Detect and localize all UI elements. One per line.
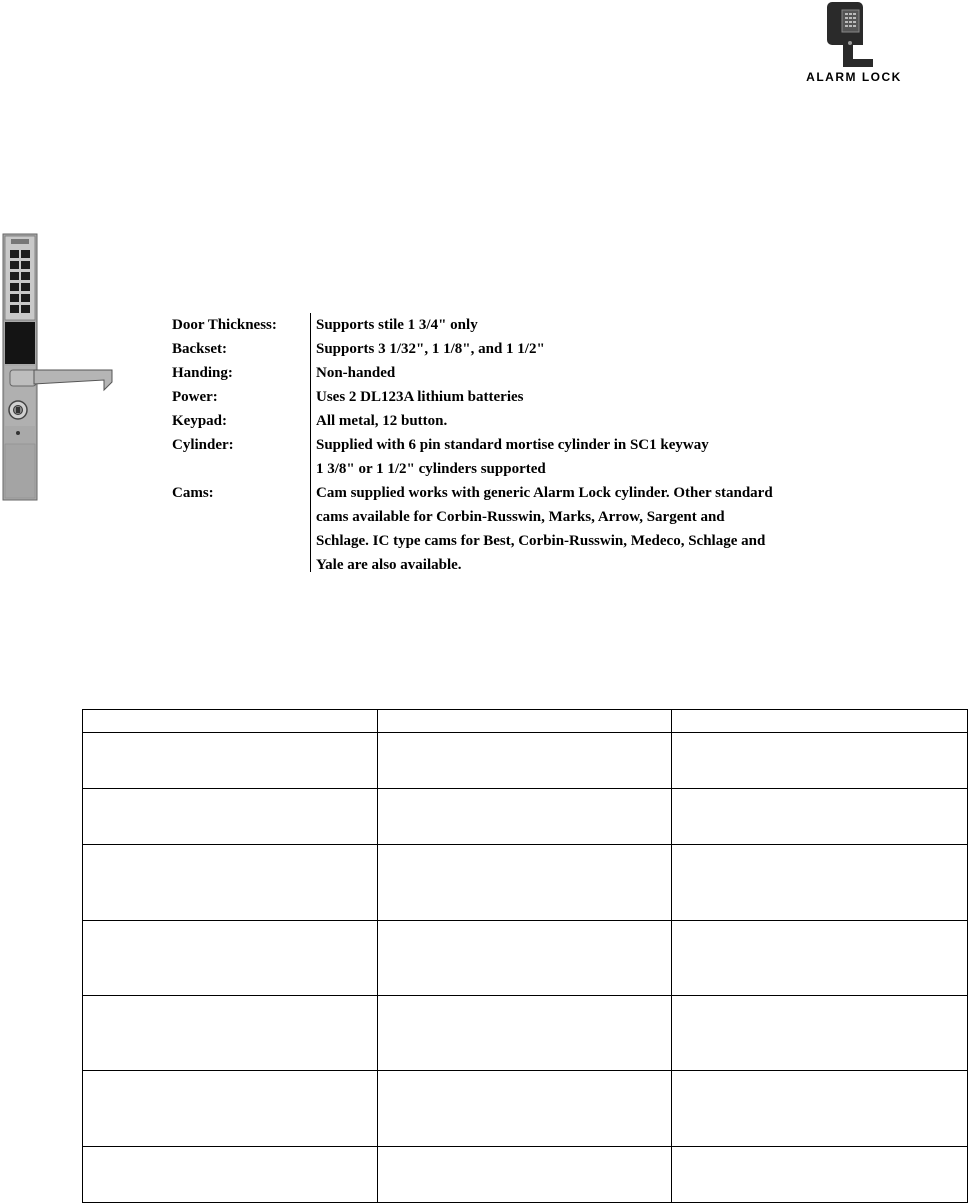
table-cell [672,710,968,733]
spec-value [310,313,916,337]
spec-row-cams [172,481,916,577]
table-row [83,845,968,921]
spec-row-power [172,385,916,409]
alarm-lock-logo-icon [788,0,920,70]
spec-value [310,481,916,577]
table-cell [83,1071,378,1147]
spec-value-line: Schlage. IC type cams for Best, Corbin-Russwin, Medeco, Schlage and [316,533,766,549]
spec-value-line: cams available for Corbin-Russwin, Marks, Arrow, Sargent and [316,509,725,525]
brand-logo-text: ALARM LOCK [806,70,902,84]
spec-row-door-thickness [172,313,916,337]
table-cell [377,996,672,1071]
table-cell [83,710,378,733]
table-row [83,1147,968,1203]
spec-value [310,433,916,481]
spec-label: Keypad: [172,413,228,429]
spec-value-line: Uses 2 DL123A lithium batteries [316,389,524,405]
spec-label: Cams: [172,485,214,501]
spec-row-keypad [172,409,916,433]
table-cell [377,1147,672,1203]
table-cell [83,996,378,1071]
table-row [83,710,968,733]
product-image [0,230,120,502]
spec-row-backset [172,337,916,361]
spec-value [310,385,916,409]
table-cell [672,1147,968,1203]
table-cell [83,789,378,845]
table-row [83,1071,968,1147]
spec-value [310,409,916,433]
spec-value-line: All metal, 12 button. [316,413,448,429]
table-cell [377,921,672,996]
table-cell [672,845,968,921]
table-row [83,733,968,789]
table-row [83,996,968,1071]
spec-value-line: 1 3/8" or 1 1/2" cylinders supported [316,461,546,477]
spec-row-handing [172,361,916,385]
table-cell [83,845,378,921]
spec-label: Door Thickness: [172,317,277,333]
table-cell [377,789,672,845]
table-cell [377,733,672,789]
spec-list [172,313,916,577]
spec-value-line: Supports stile 1 3/4" only [316,317,478,333]
table-cell [377,845,672,921]
spec-label: Backset: [172,341,227,357]
spec-value-line: Supports 3 1/32", 1 1/8", and 1 1/2" [316,341,545,357]
table-cell [377,710,672,733]
table-cell [672,789,968,845]
table-row [83,789,968,845]
spec-value-line: Yale are also available. [316,557,462,573]
table-cell [672,921,968,996]
table-row [83,921,968,996]
spec-value-line: Non-handed [316,365,396,381]
table-cell [83,733,378,789]
spec-value [310,361,916,385]
table-cell [377,1071,672,1147]
table-cell [83,1147,378,1203]
table-cell [83,921,378,996]
spec-value [310,337,916,361]
table-cell [672,996,968,1071]
keypad-lock-icon [0,230,120,502]
spec-divider [310,313,311,572]
spec-label: Handing: [172,365,233,381]
table-cell [672,733,968,789]
spec-label: Power: [172,389,218,405]
spec-row-cylinder [172,433,916,481]
brand-logo [788,0,920,86]
spec-value-line: Cam supplied works with generic Alarm Lock cylinder. Other standard [316,485,773,501]
spec-label: Cylinder: [172,437,234,453]
empty-table [82,709,968,1203]
spec-value-line: Supplied with 6 pin standard mortise cylinder in SC1 keyway [316,437,709,453]
table-cell [672,1071,968,1147]
